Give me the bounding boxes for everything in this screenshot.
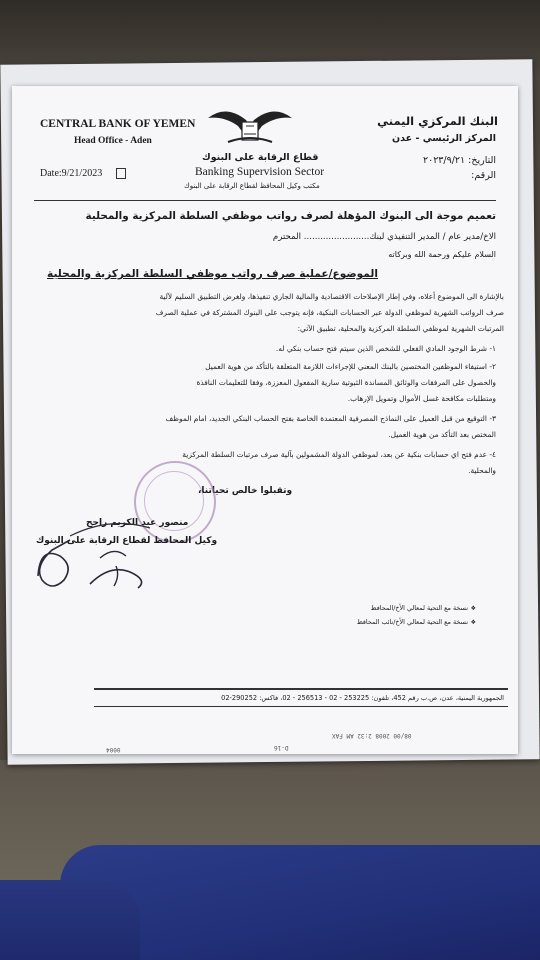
copy-line: نسخة مع التحية لمعالي الأخ/المحافظ (370, 604, 468, 612)
intro-line: المرتبات الشهرية لموظفي السلطة المركزية والمحلية، تطبيق الآتي: (297, 324, 504, 333)
footer-address: الجمهورية اليمنية، عدن، ص.ب رقم 452، تلفون: 253225 - 02 - 256513 - 02، فاكس: 290252-02 (221, 694, 504, 702)
bank-name-ar: البنك المركزي اليمني (377, 114, 498, 128)
sector-ar: قطاع الرقابة على البنوك (202, 152, 319, 163)
bullet-icon: ❖ (470, 619, 476, 626)
point-4-cont: والمحلية. (468, 466, 496, 475)
point-1: ١- شرط الوجود المادي الفعلي للشخص الذين سيتم فتح حساب بنكي له. (275, 344, 496, 353)
copy-line: نسخة مع التحية لمعالي الأخ/نائب المحافظ (356, 618, 468, 626)
footer-divider (94, 688, 508, 690)
fax-page-number: 0004 (106, 746, 121, 753)
fax-page-code: D-16 (274, 744, 289, 751)
fax-header: 08/00 2008 2:32 AM FAX (332, 732, 412, 739)
signer-name: منصور عبد الكريم راجح (86, 518, 189, 528)
header-divider (34, 200, 496, 201)
date-checkbox (116, 168, 126, 179)
addressee: الاخ/مدير عام / المدير التنفيذي لبنك........................ المحترم (272, 232, 496, 242)
footer-divider-bottom (94, 706, 508, 707)
bullet-icon: ❖ (470, 605, 476, 612)
ref-ar: الرقم: (471, 170, 496, 181)
point-2: ٢- استيفاء الموظفين المختصين بالبنك المعني للإجراءات اللازمة المتعلقة بالتأكد من هوية العميل (205, 362, 496, 371)
sector-en: Banking Supervision Sector (195, 166, 325, 178)
blue-cloth-left (0, 880, 140, 960)
point-4: ٤- عدم فتح اي حسابات بنكية عن بعد، لموظفي الدولة المشمولين بآلية صرف مرتبات السلطة المركزية (182, 450, 496, 459)
point-3: ٣- التوقيع من قبل العميل على النماذج المصرفية المعتمدة الخاصة بفتح الحساب البنكي الجديد، امام الموظف (165, 414, 496, 423)
office-ar: المركز الرئيسي - عدن (392, 133, 496, 144)
point-2-cont: والحصول على المرفقات والوثائق المساندة الثبوتية سارية المفعول المعززة، وفقا للتعليمات النافذة (196, 378, 496, 387)
deputy-office-ar: مكتب وكيل المحافظ لقطاع الرقابة على البنوك (184, 182, 320, 190)
circular-title: تعميم موجة الى البنوك المؤهلة لصرف رواتب موظفي السلطة المركزية والمحلية (85, 210, 496, 222)
date-ar: التاريخ: ٢٠٢٣/٩/٢١ (422, 155, 496, 166)
date-en: Date:9/21/2023 (40, 168, 103, 179)
signer-title: وكيل المحافظ لقطاع الرقابة على البنوك (36, 536, 218, 546)
intro-line: صرف الرواتب الشهرية لموظفي الدولة عبر الحسابات البنكية، فإنه يتوجب على البنوك المشتركة في عملية الصرف (155, 308, 504, 317)
bank-name-en: CENTRAL BANK OF YEMEN (40, 118, 196, 130)
greeting: السلام عليكم ورحمة الله وبركاته (388, 250, 496, 259)
point-2-cont: ومتطلبات مكافحة غسل الأموال وتمويل الإرهاب. (347, 394, 496, 403)
office-en: Head Office - Aden (74, 136, 152, 146)
point-3-cont: المختص بعد التأكد من هوية العميل. (388, 430, 496, 439)
subject-line: الموضوع/عملية صرف رواتب موظفي السلطة المركزية والمحلية (47, 268, 378, 280)
yemen-emblem-icon (206, 104, 294, 148)
handwritten-signature-icon (30, 506, 170, 596)
closing-line: وتقبلوا خالص تحياتنا، (198, 486, 293, 496)
intro-line: بالإشارة الى الموضوع أعلاه، وفي إطار الإصلاحات الاقتصادية والمالية الجاري تنفيذها، ولغرض التطبيق السليم لآلية (159, 292, 504, 301)
letter-page (12, 86, 518, 754)
